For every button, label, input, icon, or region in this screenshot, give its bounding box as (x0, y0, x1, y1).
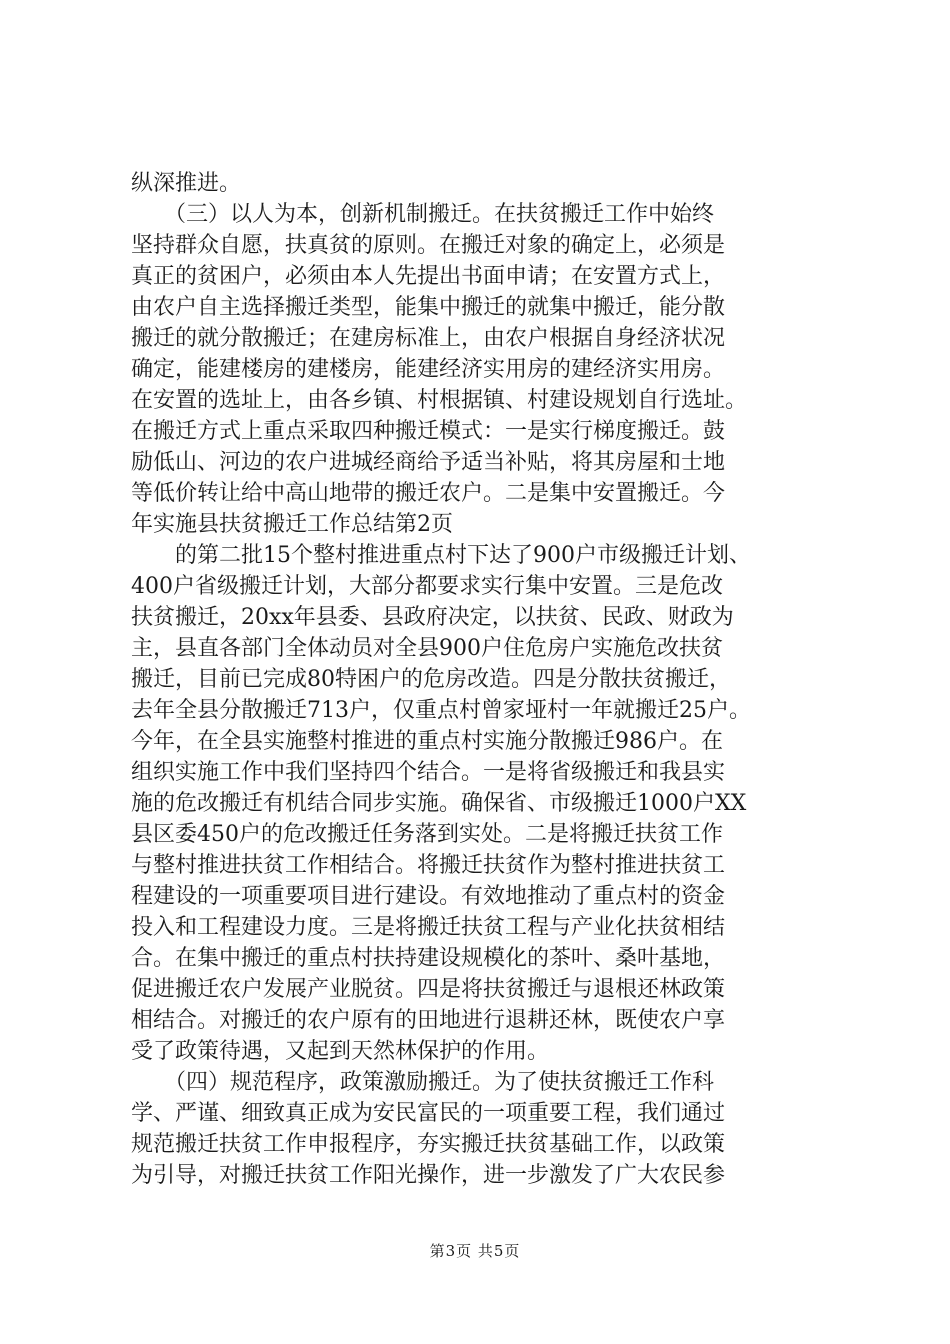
text-line: 与整村推进扶贫工作相结合。将搬迁扶贫作为整村推进扶贫工 (131, 853, 726, 878)
text-line: 由农户自主选择搬迁类型，能集中搬迁的就集中搬迁，能分散 (131, 295, 726, 320)
text-line: 在搬迁方式上重点采取四种搬迁模式：一是实行梯度搬迁。鼓 (131, 419, 726, 444)
text-line: 今年，在全县实施整村推进的重点村实施分散搬迁986户。在 (131, 729, 723, 754)
text-line: 确定，能建楼房的建楼房，能建经济实用房的建经济实用房。 (131, 357, 726, 382)
text-line: （四）规范程序，政策激励搬迁。为了使扶贫搬迁工作科 (131, 1070, 715, 1095)
page-footer: 第3页 共5页 (429, 1242, 521, 1260)
text-line: 促进搬迁农户发展产业脱贫。四是将扶贫搬迁与退根还林政策 (131, 977, 726, 1002)
text-line: 程建设的一项重要项目进行建设。有效地推动了重点村的资金 (131, 884, 726, 909)
text-line: 为引导，对搬迁扶贫工作阳光操作，进一步激发了广大农民参 (131, 1163, 726, 1188)
text-line: 坚持群众自愿，扶真贫的原则。在搬迁对象的确定上，必须是 (131, 233, 726, 258)
text-line: 受了政策待遇，又起到天然林保护的作用。 (131, 1039, 550, 1064)
text-line: 纵深推进。 (131, 171, 242, 196)
text-line: 去年全县分散搬迁713户，仅重点村曾家垭村一年就搬迁25户。 (131, 698, 751, 723)
text-line: 县区委450户的危改搬迁任务落到实处。二是将搬迁扶贫工作 (131, 822, 723, 847)
text-line: 搬迁，目前已完成80特困户的危房改造。四是分散扶贫搬迁， (131, 667, 731, 692)
text-line: 规范搬迁扶贫工作申报程序，夯实搬迁扶贫基础工作，以政策 (131, 1132, 726, 1157)
text-line: 在安置的选址上，由各乡镇、村根据镇、村建设规划自行选址。 (131, 388, 748, 413)
text-line: 主，县直各部门全体动员对全县900户住危房户实施危改扶贫 (131, 636, 723, 661)
text-line: （三）以人为本，创新机制搬迁。在扶贫搬迁工作中始终 (131, 202, 715, 227)
text-line: 的第二批15个整村推进重点村下达了900户市级搬迁计划、 (131, 543, 751, 568)
text-line: 学、严谨、细致真正成为安民富民的一项重要工程，我们通过 (131, 1101, 726, 1126)
text-line: 扶贫搬迁，20xx年县委、县政府决定，以扶贫、民政、财政为 (131, 605, 734, 630)
text-line: 组织实施工作中我们坚持四个结合。一是将省级搬迁和我县实 (131, 760, 726, 785)
body-text (131, 168, 831, 1191)
text-line: 搬迁的就分散搬迁；在建房标准上，由农户根据自身经济状况 (131, 326, 726, 351)
text-line: 年实施县扶贫搬迁工作总结第2页 (131, 512, 453, 537)
text-line: 400户省级搬迁计划，大部分都要求实行集中安置。三是危改 (131, 574, 723, 599)
text-line: 施的危改搬迁有机结合同步实施。确保省、市级搬迁1000户XX (131, 791, 747, 816)
text-line: 等低价转让给中高山地带的搬迁农户。二是集中安置搬迁。今 (131, 481, 726, 506)
text-line: 投入和工程建设力度。三是将搬迁扶贫工程与产业化扶贫相结 (131, 915, 726, 940)
text-line: 合。在集中搬迁的重点村扶持建设规模化的茶叶、桑叶基地， (131, 946, 726, 971)
text-line: 励低山、河边的农户进城经商给予适当补贴，将其房屋和士地 (131, 450, 726, 475)
text-line: 相结合。对搬迁的农户原有的田地进行退耕还林，既使农户享 (131, 1008, 726, 1033)
text-line: 真正的贫困户，必须由本人先提出书面申请；在安置方式上， (131, 264, 726, 289)
